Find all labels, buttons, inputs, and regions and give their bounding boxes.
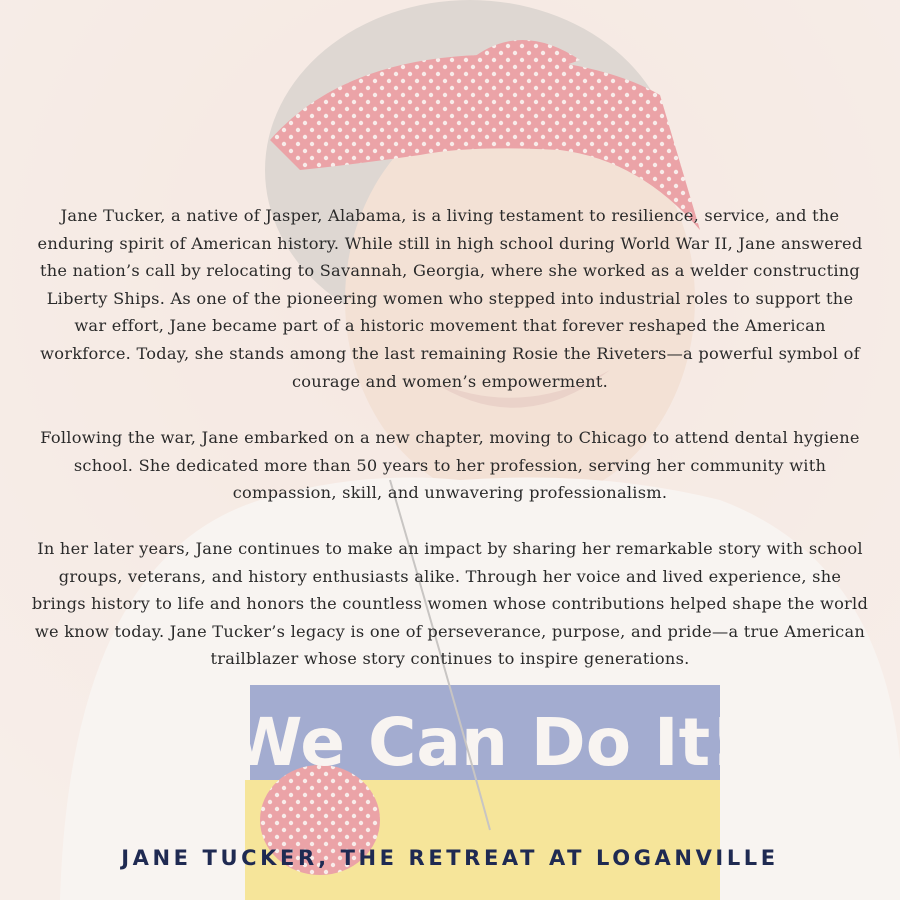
bio-paragraph-1: Jane Tucker, a native of Jasper, Alabama, is a living testament to resilience, service, and the enduring spirit of American history. While still in high school during World War II, Jane answered the nation’s call by relocating to Savannah, Georgia, where she worked as a welder constructing Liberty Ships. As one of the pioneering women who stepped into industrial roles to support the war effort, Jane became part of a historic movement that forever reshaped the American workforce. Today, she stands among the last remaining Rosie the Riveters—a powerful symbol of courage and women’s empowerment. [37, 206, 863, 391]
bio-paragraph-3: In her later years, Jane continues to make an impact by sharing her remarkable story with school groups, veterans, and history enthusiasts alike. Through her voice and lived experience, she brings history to life and honors the countless women whose contributions helped shape the world we know today. Jane Tucker’s legacy is one of perseverance, purpose, and pride—a true American trailblazer whose story continues to inspire generations. [31, 539, 869, 669]
name-caption: JANE TUCKER, THE RETREAT AT LOGANVILLE [121, 846, 779, 870]
bio-paragraph-2: Following the war, Jane embarked on a new chapter, moving to Chicago to attend dental hygiene school. She dedicated more than 50 years to her profession, serving her community with compassion, skill, and unwavering professionalism. [40, 428, 860, 503]
